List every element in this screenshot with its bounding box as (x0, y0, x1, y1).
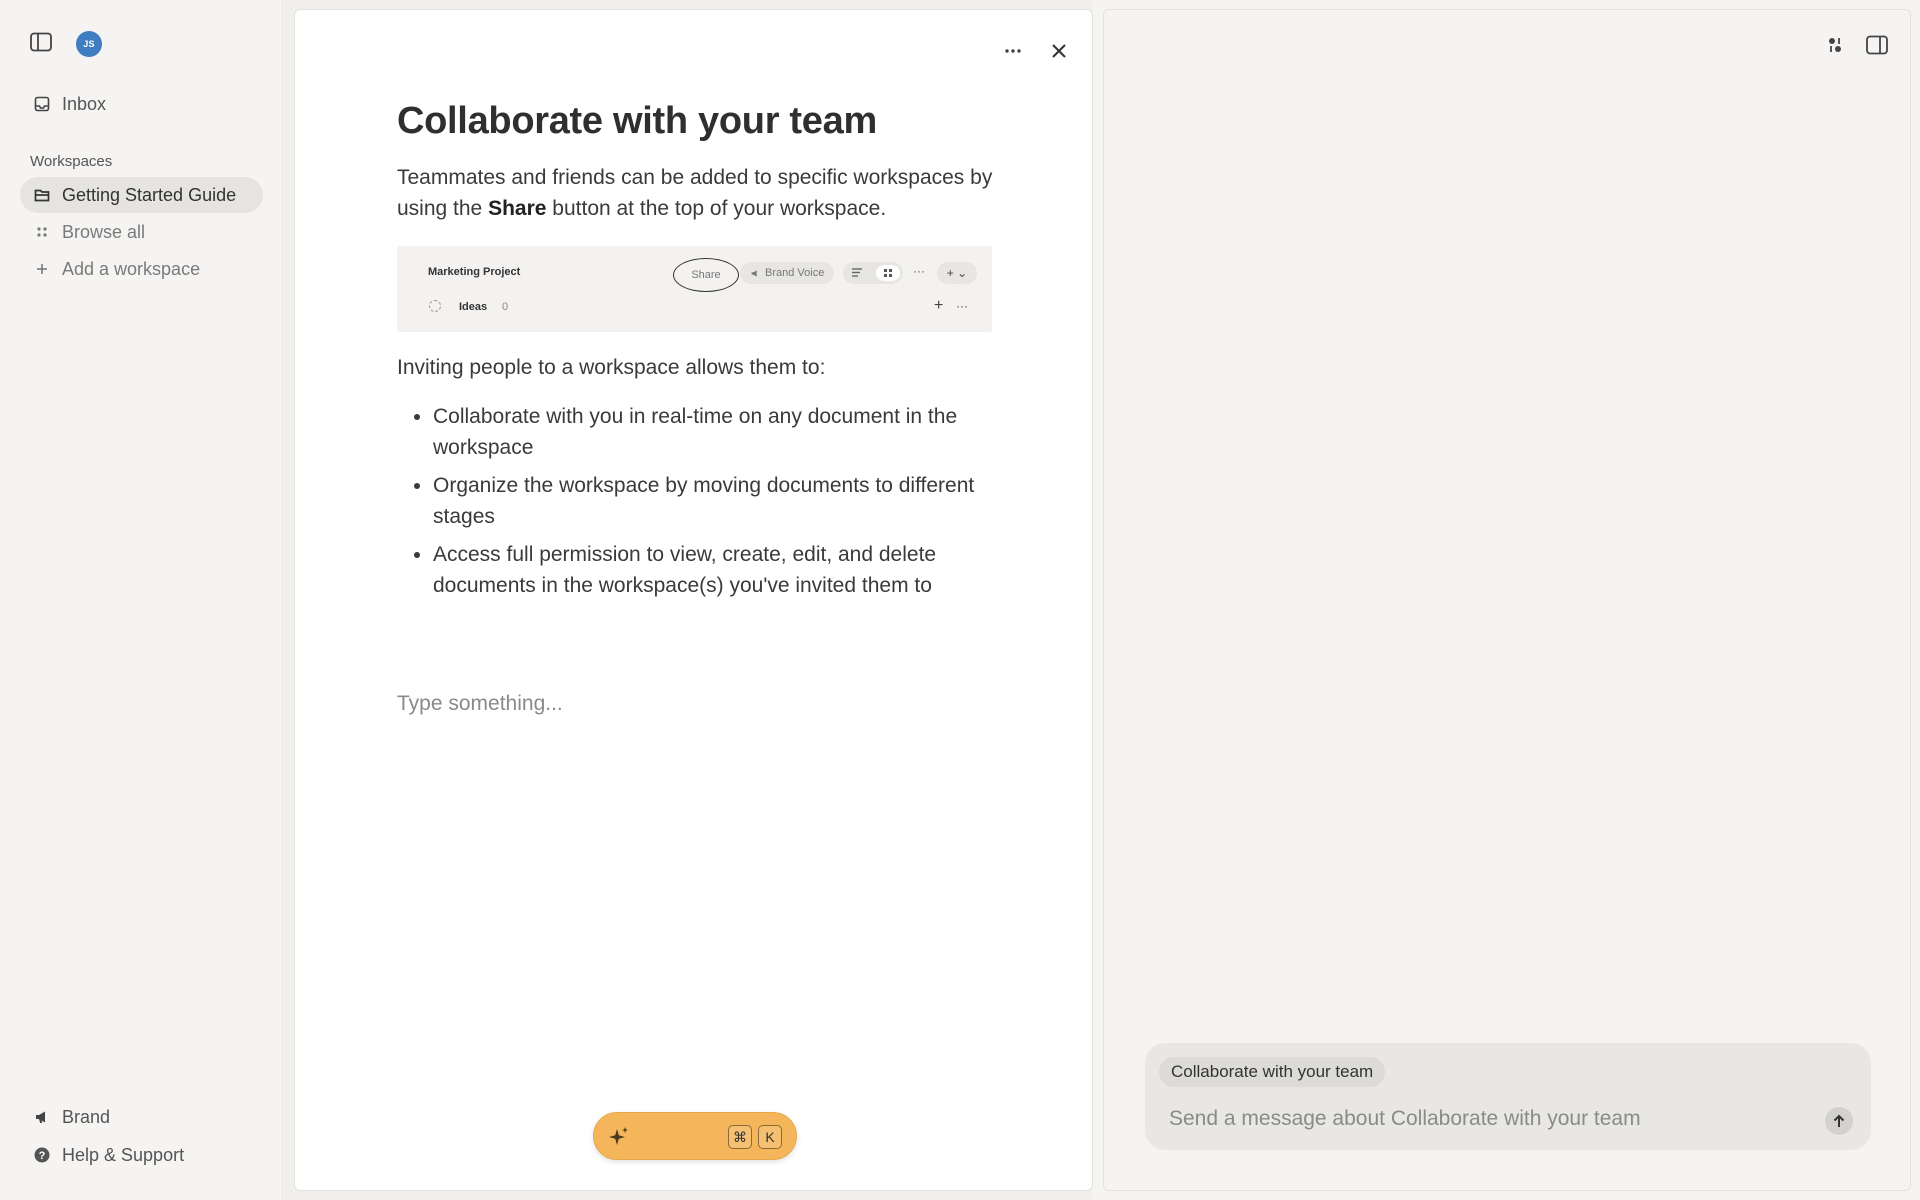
list-item: • Access full permission to view, create, edit, and delete documents in the workspace(s) you've invited them to (433, 539, 997, 601)
sidebar (0, 0, 283, 1200)
sidebar-item-label: Getting Started Guide (62, 184, 237, 205)
list-item: • Organize the workspace by moving documents to different stages (433, 470, 997, 532)
sparkle-icon (608, 1126, 630, 1148)
megaphone-icon (34, 1109, 50, 1125)
plus-icon (34, 261, 50, 277)
document-card (294, 9, 1093, 1191)
sidebar-item-brand[interactable] (20, 1099, 263, 1135)
sidebar-item-label: Browse all (62, 221, 146, 242)
page-title: Collaborate with your team (397, 100, 877, 142)
share-button-screenshot (397, 246, 992, 332)
mock-more-icon: ··· (956, 299, 968, 313)
grid-dots-icon (34, 224, 50, 240)
model-settings-icon[interactable] (1822, 32, 1848, 58)
help-circle-icon (34, 1147, 50, 1163)
mock-more-icon: ··· (913, 264, 925, 278)
chat-panel (1103, 9, 1911, 1191)
mock-stage-label: Ideas (459, 301, 488, 313)
close-icon[interactable] (1046, 38, 1072, 64)
sidebar-item-label: Help & Support (62, 1144, 185, 1165)
sidebar-item-label: Brand (62, 1106, 111, 1127)
document-body[interactable] (397, 98, 997, 608)
sidebar-item-inbox[interactable] (20, 86, 263, 122)
sidebar-item-help[interactable] (20, 1137, 263, 1173)
mock-brand-voice: Brand Voice (740, 262, 834, 284)
benefits-list (397, 401, 997, 601)
sidebar-toggle-icon[interactable] (30, 32, 52, 52)
chat-composer (1145, 1043, 1871, 1150)
sidebar-item-add-workspace[interactable] (20, 251, 263, 287)
intro-paragraph: Teammates and friends can be added to specific workspaces by using the Share button at the top of your workspace. (397, 166, 993, 220)
mock-view-switch (843, 262, 903, 284)
panel-toggle-icon[interactable] (1864, 32, 1890, 58)
workspaces-heading: Workspaces (30, 153, 113, 170)
svg-text:?: ? (38, 1150, 46, 1162)
shortcut-k-key: K (758, 1125, 782, 1149)
context-chip[interactable]: Collaborate with your team (1159, 1057, 1385, 1087)
mock-share-button: Share (673, 258, 739, 292)
lead-paragraph: Inviting people to a workspace allows them to: (397, 356, 826, 379)
inbox-icon (34, 96, 50, 112)
editor-placeholder[interactable]: Type something... (397, 692, 563, 715)
folder-icon (34, 187, 50, 203)
arrow-up-icon (1832, 1114, 1846, 1128)
mock-project-title: Marketing Project (428, 266, 521, 278)
list-icon (852, 268, 862, 277)
avatar[interactable]: JS (76, 31, 102, 57)
message-input[interactable] (1169, 1107, 1809, 1131)
sidebar-item-label: Add a workspace (62, 258, 201, 279)
mock-plus-icon: + (934, 297, 944, 314)
sidebar-item-label: Inbox (62, 93, 107, 114)
mock-add-dropdown: + ⌄ (937, 262, 977, 284)
sidebar-item-browse-all[interactable] (20, 214, 263, 250)
more-options-icon[interactable] (1000, 38, 1026, 64)
mock-stage-icon (429, 300, 441, 312)
mock-stage-count: 0 (502, 301, 509, 313)
list-item: • Collaborate with you in real-time on any document in the workspace (433, 401, 997, 463)
send-button[interactable] (1825, 1107, 1853, 1135)
grid-icon (884, 269, 892, 277)
sidebar-item-getting-started[interactable] (20, 177, 263, 213)
shortcut-cmd-key: ⌘ (728, 1125, 752, 1149)
ai-assistant-button[interactable] (593, 1112, 797, 1160)
megaphone-icon (750, 269, 760, 278)
